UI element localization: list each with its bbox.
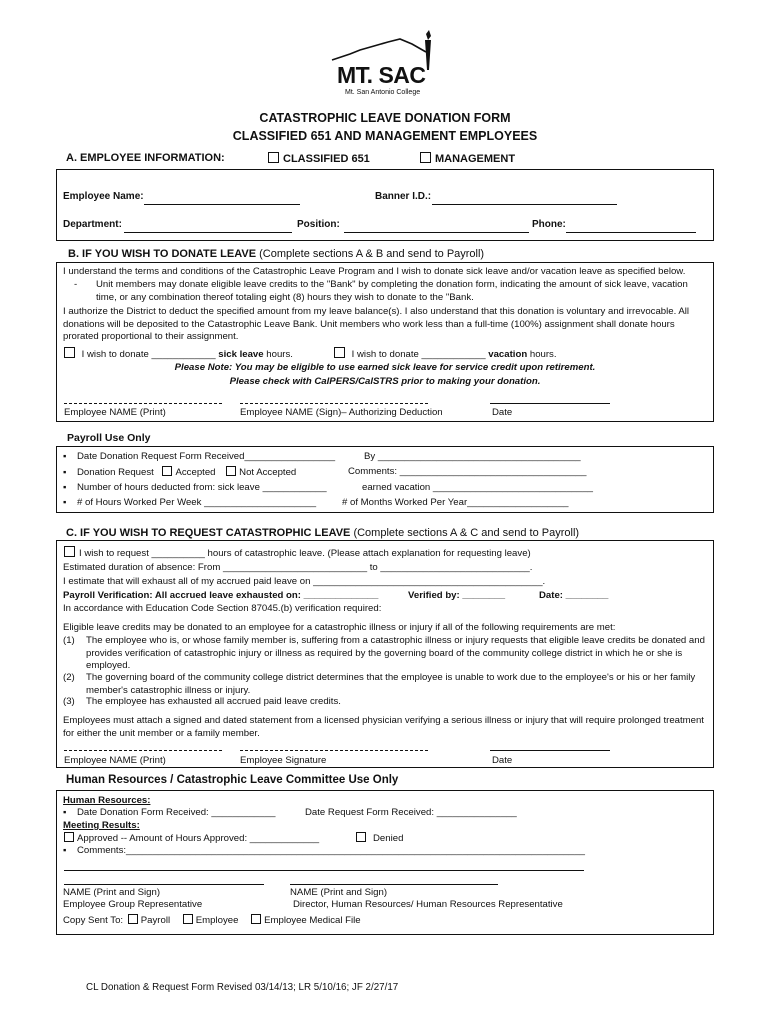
- bullet-icon: ▪: [63, 482, 67, 493]
- c-print-line[interactable]: [64, 750, 222, 751]
- c-date-line[interactable]: [490, 750, 610, 751]
- payroll-row-2: ▪ Donation Request Accepted Not Accepted: [63, 467, 297, 478]
- approved-option[interactable]: Approved -- Amount of Hours Approved: _____________: [64, 832, 319, 846]
- authorization-text: I authorize the District to deduct the specified amount from my leave balance(s). I also understand that this donation is voluntary and irrevocable. All donations will be deposited to the Catastrophic Leave Bank. Unit members who work less than a full-time (100%) assignment shall donate hours prorated proportional to their assignment.: [63, 306, 690, 343]
- form-title: CATASTROPHIC LEAVE DONATION FORM: [259, 111, 511, 125]
- criteria-2-num: (2): [63, 672, 75, 683]
- copy-payroll-checkbox[interactable]: [128, 914, 138, 924]
- revision-footer: CL Donation & Request Form Revised 03/14/13; LR 5/10/16; JF 2/27/17: [86, 982, 399, 993]
- mountain-icon: [332, 39, 426, 60]
- banner-id-field[interactable]: [432, 204, 617, 205]
- payroll-months: # of Months Worked Per Year___________________: [342, 497, 569, 508]
- criteria-3-num: (3): [63, 696, 75, 707]
- b-date-label: Date: [492, 407, 513, 418]
- criteria-3: The employee has exhausted all accrued paid leave credits.: [86, 696, 341, 707]
- copy-medical-checkbox[interactable]: [251, 914, 261, 924]
- classified-checkbox[interactable]: [268, 152, 279, 163]
- criteria-2: The governing board of the community college district determines that the employee is unable to work due to the employee's or his or her family member's catastrophic illness or injury.: [86, 672, 696, 696]
- copy-payroll-option[interactable]: Payroll: [128, 915, 170, 926]
- donate-vacation-checkbox[interactable]: [334, 347, 345, 358]
- not-accepted-checkbox[interactable]: [226, 466, 236, 476]
- b-sign-line[interactable]: [240, 403, 428, 404]
- employee-name-label: Employee Name:: [63, 191, 144, 202]
- phone-field[interactable]: [566, 232, 696, 233]
- copy-sent-row: Copy Sent To: Payroll Employee Employee Medical File: [63, 915, 361, 926]
- criteria-1-num: (1): [63, 635, 75, 646]
- bullet-icon: ▪: [63, 497, 67, 508]
- rep-title: Employee Group Representative: [63, 899, 203, 910]
- hr-heading: Human Resources / Catastrophic Leave Committee Use Only: [66, 774, 399, 786]
- copy-employee-checkbox[interactable]: [183, 914, 193, 924]
- request-row[interactable]: I wish to request __________ hours of catastrophic leave. (Please attach explanation for requesting leave): [64, 546, 531, 561]
- b-print-label: Employee NAME (Print): [64, 407, 166, 418]
- request-checkbox[interactable]: [64, 546, 75, 557]
- comments-line-2[interactable]: [64, 870, 584, 871]
- management-checkbox[interactable]: [420, 152, 431, 163]
- verification-row: Payroll Verification: All accrued leave exhausted on: ______________: [63, 590, 379, 601]
- rep-sign-line[interactable]: [64, 884, 264, 885]
- section-c-heading: C. IF YOU WISH TO REQUEST CATASTROPHIC LEAVE (Complete sections A & C and send to Payroll): [66, 527, 580, 539]
- bullet-icon: ▪: [63, 807, 67, 818]
- eligibility-intro: Eligible leave credits may be donated to an employee for a catastrophic illness or injury if all of the following requirements are met:: [63, 622, 616, 633]
- intro-dash: -: [74, 279, 78, 290]
- payroll-comments: Comments: ___________________________________: [348, 466, 587, 477]
- payroll-row-3: ▪ Number of hours deducted from: sick leave ____________: [63, 482, 327, 493]
- payroll-by: By ______________________________________: [364, 451, 581, 462]
- payroll-earned-vacation: earned vacation ______________________________: [362, 482, 594, 493]
- employee-name-field[interactable]: [144, 204, 300, 205]
- c-date-label: Date: [492, 755, 513, 766]
- rep-name-label: NAME (Print and Sign): [63, 887, 161, 898]
- section-b-heading: B. IF YOU WISH TO DONATE LEAVE (Complete sections A & B and send to Payroll): [68, 248, 485, 260]
- c-sign-label: Employee Signature: [240, 755, 327, 766]
- verified-by: Verified by: ________: [408, 590, 506, 601]
- payroll-row-4: ▪ # of Hours Worked Per Week _____________________: [63, 497, 317, 508]
- retirement-note: Please Note: You may be eligible to use earned sick leave for service credit upon retirement.: [174, 362, 596, 373]
- c-sign-line[interactable]: [240, 750, 428, 751]
- phone-label: Phone:: [532, 219, 566, 230]
- accepted-option[interactable]: Accepted: [162, 467, 215, 478]
- bullet-icon: ▪: [63, 467, 67, 478]
- department-field[interactable]: [124, 232, 292, 233]
- director-title: Director, Human Resources/ Human Resources Representative: [293, 899, 563, 910]
- copy-employee-option[interactable]: Employee: [183, 915, 239, 926]
- b-date-line[interactable]: [490, 403, 610, 404]
- payroll-row-1: ▪ Date Donation Request Form Received_________________: [63, 451, 336, 462]
- hr-comments: ▪ Comments:______________________________________________________________________________________: [63, 845, 585, 856]
- payroll-heading: Payroll Use Only: [67, 432, 151, 444]
- donate-sick-checkbox[interactable]: [64, 347, 75, 358]
- physician-statement: Employees must attach a signed and dated statement from a licensed physician verifying a serious illness or injury that will require prolonged treatment for either the unit member or a family member.: [63, 715, 704, 739]
- logo-text: MT. SAC: [337, 62, 426, 88]
- hr-row-1: ▪ Date Donation Form Received: ____________: [63, 807, 276, 818]
- duration-row: Estimated duration of absence: From ___________________________ to ____________________________.: [63, 562, 533, 573]
- hr-request-received: Date Request Form Received: _______________: [305, 807, 517, 818]
- hr-label: Human Resources:: [63, 795, 151, 806]
- b-print-line[interactable]: [64, 403, 222, 404]
- section-a-heading: A. EMPLOYEE INFORMATION:: [66, 152, 225, 164]
- bullet-icon: ▪: [63, 845, 67, 856]
- criteria-1: The employee who is, or whose family member is, suffering from a catastrophic illness or injury requests that eligible leave credits be donated and provides verification of catastrophic injury or illness as required by the governing board of the community college district in which he or she is employed.: [86, 635, 705, 672]
- department-label: Department:: [63, 219, 122, 230]
- management-option[interactable]: MANAGEMENT: [420, 152, 515, 165]
- education-code: In accordance with Education Code Section 87045.(b) verification required:: [63, 603, 382, 614]
- classified-option[interactable]: CLASSIFIED 651: [268, 152, 370, 165]
- copy-medical-option[interactable]: Employee Medical File: [251, 915, 361, 926]
- torch-icon: [425, 30, 431, 70]
- accepted-checkbox[interactable]: [162, 466, 172, 476]
- donate-vacation-row[interactable]: I wish to donate ____________ vacation hours.: [334, 347, 557, 362]
- director-name-label: NAME (Print and Sign): [290, 887, 388, 898]
- section-a-box: [56, 169, 714, 241]
- logo-subtitle: Mt. San Antonio College: [345, 89, 421, 96]
- denied-checkbox[interactable]: [356, 832, 366, 842]
- form-subtitle: CLASSIFIED 651 AND MANAGEMENT EMPLOYEES: [232, 129, 538, 143]
- denied-option[interactable]: Denied: [356, 832, 403, 846]
- position-label: Position:: [297, 219, 340, 230]
- donate-sick-row[interactable]: I wish to donate ____________ sick leave hours.: [64, 347, 293, 362]
- exhaust-row: I estimate that will exhaust all of my accrued paid leave on ___________________________________________.: [63, 576, 546, 587]
- director-sign-line[interactable]: [290, 884, 498, 885]
- position-field[interactable]: [344, 232, 529, 233]
- b-sign-label: Employee NAME (Sign)– Authorizing Deduction: [240, 407, 443, 418]
- c-print-label: Employee NAME (Print): [64, 755, 166, 766]
- verified-date: Date: ________: [539, 590, 609, 601]
- approved-checkbox[interactable]: [64, 832, 74, 842]
- not-accepted-option[interactable]: Not Accepted: [226, 467, 296, 478]
- banner-id-label: Banner I.D.:: [375, 191, 432, 202]
- intro-item: Unit members may donate eligible leave credits to the "Bank" by completing the donation form, indicating the amount of sick leave, vacation time, or any combination thereof totaling eight (8) hours they wish to donate to the "Bank.: [96, 279, 688, 303]
- bullet-icon: ▪: [63, 451, 67, 462]
- section-b-intro: I understand the terms and conditions of the Catastrophic Leave Program and I wish to donate sick leave and/or vacation leave as specified below.: [63, 266, 686, 277]
- meeting-label: Meeting Results:: [63, 820, 140, 831]
- calpers-note: Please check with CalPERS/CalSTRS prior to making your donation.: [229, 376, 541, 387]
